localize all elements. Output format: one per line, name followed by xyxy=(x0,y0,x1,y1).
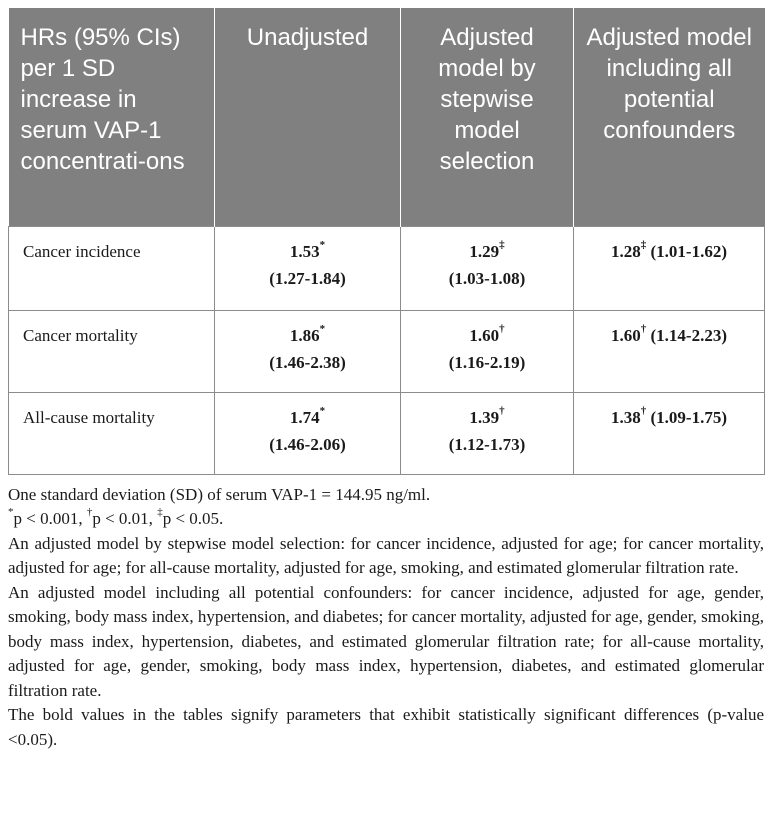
bold-values-footnote: The bold values in the tables signify parameters that exhibit statistically significant differences (p-value <0.05). xyxy=(8,705,764,749)
confidence-interval: (1.01-1.62) xyxy=(650,241,727,261)
header-unadjusted: Unadjusted xyxy=(215,8,401,226)
confidence-interval: (1.46-2.06) xyxy=(269,434,346,454)
hr-value: 1.53 xyxy=(289,241,320,261)
header-all-confounders-model: Adjusted model including all potential confounders xyxy=(574,8,765,226)
significance-mark: † xyxy=(499,322,505,335)
hr-value: 1.38 xyxy=(611,407,641,427)
table-container xyxy=(8,8,764,752)
confidence-interval: (1.14-2.23) xyxy=(650,325,727,345)
significance-mark: ‡ xyxy=(157,506,163,519)
confidence-interval: (1.09-1.75) xyxy=(650,407,727,427)
cell-all-confounders xyxy=(574,392,765,474)
hr-value: 1.28 xyxy=(611,241,641,261)
table-footnotes xyxy=(8,483,764,753)
significance-mark: † xyxy=(499,404,505,417)
cell-stepwise xyxy=(401,392,574,474)
significance-mark: ‡ xyxy=(499,238,505,251)
table-header-row xyxy=(9,8,765,226)
row-label-cancer-mortality: Cancer mortality xyxy=(9,310,215,392)
hr-value: 1.74 xyxy=(289,407,320,427)
header-hrs-per-sd: HRs (95% CIs) per 1 SD increase in serum VAP-1 concentrati-ons xyxy=(9,8,215,226)
cell-stepwise xyxy=(401,310,574,392)
confidence-interval: (1.27-1.84) xyxy=(269,268,346,288)
cell-all-confounders xyxy=(574,226,765,310)
sd-footnote: One standard deviation (SD) of serum VAP-1 = 144.95 ng/ml. xyxy=(8,484,431,504)
table-row xyxy=(9,310,765,392)
stepwise-footnote: An adjusted model by stepwise model selection: for cancer incidence, adjusted for age; for cancer mortality, adjusted for age; for all-cause mortality, adjusted for age, smoking, and estimated glomerular filtration rate. xyxy=(8,533,764,577)
cell-unadjusted xyxy=(215,226,401,310)
confidence-interval: (1.46-2.38) xyxy=(269,352,346,372)
hr-value: 1.29 xyxy=(469,241,500,261)
significance-mark: * xyxy=(319,322,326,335)
cell-stepwise xyxy=(401,226,574,310)
significance-mark: † xyxy=(86,506,93,519)
confidence-interval: (1.12-1.73) xyxy=(448,434,526,454)
significance-mark: * xyxy=(319,238,326,251)
significance-mark: * xyxy=(8,506,14,519)
table-row xyxy=(9,392,765,474)
row-label-cancer-incidence: Cancer incidence xyxy=(9,226,215,310)
hr-value: 1.60 xyxy=(611,325,641,345)
hr-value: 1.86 xyxy=(289,325,320,345)
significance-mark: * xyxy=(319,404,326,417)
row-label-all-cause-mortality: All-cause mortality xyxy=(9,392,215,474)
all-confounders-footnote: An adjusted model including all potential confounders: for cancer incidence, adjusted for age, gender, smoking, body mass index, hypertension, and diabetes; for cancer mortality, adjusted for age, gender, smoking, body mass index, hypertension, diabetes, and estimated glomerular filtration rate; for all-cause mortality, adjusted for age, gender, smoking, body mass index, hypertension, diabetes, and estimated glomerular filtration rate. xyxy=(8,582,764,700)
significance-mark: † xyxy=(640,322,647,335)
p-value-footnote: *p < 0.001, †p < 0.01, ‡p < 0.05. xyxy=(8,506,224,528)
confidence-interval: (1.03-1.08) xyxy=(448,268,526,288)
table-row xyxy=(9,226,765,310)
confidence-interval: (1.16-2.19) xyxy=(448,352,526,372)
cell-unadjusted xyxy=(215,310,401,392)
hr-value: 1.39 xyxy=(469,407,500,427)
significance-mark: ‡ xyxy=(640,238,647,251)
significance-mark: † xyxy=(640,404,647,417)
cell-unadjusted xyxy=(215,392,401,474)
hr-value: 1.60 xyxy=(469,325,500,345)
hazard-ratio-table xyxy=(8,8,765,475)
header-stepwise-model: Adjusted model by stepwise model selection xyxy=(401,8,574,226)
cell-all-confounders xyxy=(574,310,765,392)
